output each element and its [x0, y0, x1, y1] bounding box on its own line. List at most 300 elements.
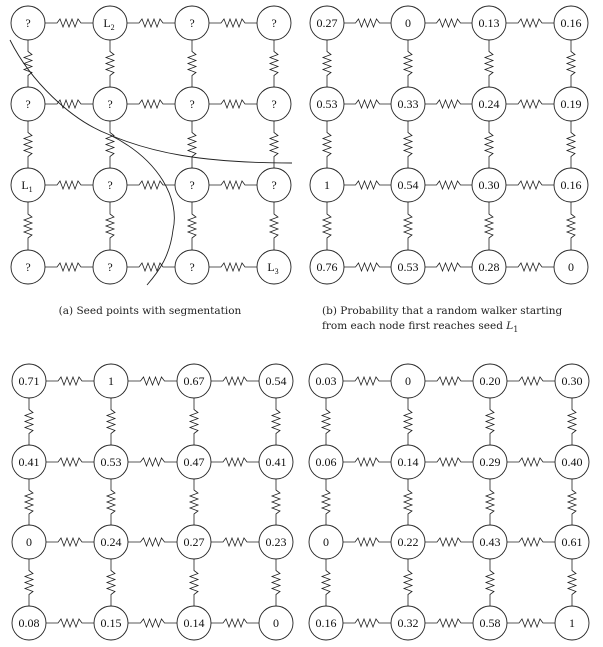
resistor-icon	[486, 559, 494, 606]
resistor-icon	[211, 538, 259, 546]
node-label: 0	[405, 16, 411, 30]
caption-a: (a) Seed points with segmentation	[58, 305, 242, 317]
node-d-3-2	[473, 606, 507, 640]
resistor-icon	[344, 263, 391, 271]
edge-b-h-0-2	[506, 19, 554, 27]
edge-b-h-1-0	[344, 100, 391, 108]
node-d-2-3	[555, 525, 589, 559]
resistor-icon	[404, 202, 412, 250]
node-label: 0.54	[397, 178, 419, 192]
edge-c-h-3-2	[211, 619, 259, 627]
resistor-icon	[107, 559, 115, 606]
node-label: 0	[273, 616, 279, 630]
node-label: 0	[568, 260, 574, 274]
node-label: ?	[189, 97, 195, 111]
edge-a-v-0-1	[106, 40, 114, 87]
node-label: 0.41	[265, 455, 287, 469]
node-c-3-3	[259, 606, 293, 640]
node-c-1-0	[12, 445, 46, 479]
node-a-3-2	[175, 250, 209, 284]
resistor-icon	[46, 538, 94, 546]
edge-a-h-2-2	[209, 181, 257, 189]
resistor-icon	[272, 559, 280, 606]
edge-d-h-2-0	[343, 538, 391, 546]
node-label: 0.28	[478, 260, 500, 274]
resistor-icon	[568, 559, 576, 606]
node-label: 0.24	[478, 97, 500, 111]
node-a-1-1	[93, 87, 127, 121]
node-d-3-3	[555, 606, 589, 640]
edge-b-v-1-0	[323, 121, 331, 168]
edge-b-v-0-1	[404, 40, 412, 87]
edge-c-v-0-2	[190, 398, 198, 445]
edge-a-v-0-3	[270, 40, 278, 87]
node-b-2-1	[391, 168, 425, 202]
resistor-icon	[46, 458, 94, 466]
edge-c-v-1-1	[107, 479, 115, 525]
edge-c-h-1-1	[128, 458, 177, 466]
resistor-icon	[486, 398, 494, 445]
node-label: 0.19	[560, 97, 582, 111]
edge-b-h-2-0	[344, 181, 391, 189]
node-label: 0.14	[397, 455, 419, 469]
node-b-1-3	[554, 87, 588, 121]
edge-a-h-0-0	[45, 19, 93, 27]
node-label: 0.41	[18, 455, 40, 469]
node-a-3-1	[93, 250, 127, 284]
edge-d-h-2-1	[425, 538, 473, 546]
node-label: 0.53	[397, 260, 419, 274]
resistor-icon	[485, 202, 493, 250]
resistor-icon	[425, 458, 473, 466]
resistor-icon	[344, 181, 391, 189]
segmentation-boundaries	[10, 40, 292, 285]
edge-c-v-2-2	[190, 559, 198, 606]
node-label: ?	[271, 178, 277, 192]
resistor-icon	[323, 40, 331, 87]
edge-b-v-1-3	[567, 121, 575, 168]
resistor-icon	[190, 559, 198, 606]
resistor-icon	[323, 202, 331, 250]
node-b-0-0	[310, 6, 344, 40]
resistor-icon	[343, 619, 391, 627]
edge-a-h-2-1	[127, 181, 175, 189]
resistor-icon	[270, 121, 278, 168]
node-label: 0.53	[100, 455, 122, 469]
edge-d-v-1-2	[486, 479, 494, 525]
resistor-icon	[24, 40, 32, 87]
edge-a-v-2-2	[188, 202, 196, 250]
node-a-1-2	[175, 87, 209, 121]
node-label: 0.16	[560, 16, 582, 30]
resistor-icon	[506, 263, 554, 271]
edge-c-h-3-0	[46, 619, 94, 627]
node-label: 0.24	[100, 535, 122, 549]
resistor-icon	[323, 121, 331, 168]
edge-d-v-2-3	[568, 559, 576, 606]
edge-a-v-1-3	[270, 121, 278, 168]
node-label: 0.32	[397, 616, 419, 630]
edge-a-h-0-2	[209, 19, 257, 27]
edge-d-v-0-1	[404, 398, 412, 445]
resistor-icon	[344, 100, 391, 108]
edge-d-v-0-3	[568, 398, 576, 445]
edge-a-h-1-1	[127, 100, 175, 108]
edge-d-h-3-1	[425, 619, 473, 627]
edge-b-v-2-3	[567, 202, 575, 250]
node-d-0-1	[391, 364, 425, 398]
node-label: 0.06	[315, 455, 337, 469]
node-label: 0.16	[560, 178, 582, 192]
node-c-1-2	[177, 445, 211, 479]
node-label: 0.40	[561, 455, 583, 469]
resistor-icon	[506, 181, 554, 189]
node-b-0-1	[391, 6, 425, 40]
resistor-icon	[272, 479, 280, 525]
node-label: 0.13	[478, 16, 500, 30]
edge-b-v-2-0	[323, 202, 331, 250]
node-label: 1	[108, 374, 114, 388]
node-label: ?	[271, 16, 277, 30]
resistor-icon	[322, 479, 330, 525]
node-label: $L_1$	[21, 178, 33, 194]
edge-b-v-2-1	[404, 202, 412, 250]
resistor-icon	[25, 398, 33, 445]
resistor-icon	[211, 619, 259, 627]
resistor-icon	[322, 398, 330, 445]
resistor-icon	[106, 121, 114, 168]
edge-d-h-1-0	[343, 458, 391, 466]
edge-b-v-1-2	[485, 121, 493, 168]
edge-b-h-3-0	[344, 263, 391, 271]
resistor-icon	[106, 202, 114, 250]
resistor-icon	[404, 121, 412, 168]
resistor-icon	[107, 479, 115, 525]
resistor-icon	[24, 121, 32, 168]
node-d-2-2	[473, 525, 507, 559]
node-c-0-0	[12, 364, 46, 398]
resistor-icon	[128, 377, 177, 385]
segmentation-curve-horizontal	[10, 40, 292, 163]
node-a-3-0	[11, 250, 45, 284]
node-label: 0.03	[315, 374, 337, 388]
edge-b-v-1-1	[404, 121, 412, 168]
node-b-3-0	[310, 250, 344, 284]
node-d-2-1	[391, 525, 425, 559]
node-b-1-0	[310, 87, 344, 121]
node-label: 0.58	[479, 616, 501, 630]
edge-d-h-1-1	[425, 458, 473, 466]
node-label: 0.43	[479, 535, 501, 549]
edge-a-h-0-1	[127, 19, 175, 27]
resistor-icon	[506, 100, 554, 108]
resistor-icon	[485, 121, 493, 168]
edge-b-h-2-2	[506, 181, 554, 189]
edge-b-v-2-2	[485, 202, 493, 250]
node-label: ?	[25, 260, 31, 274]
node-d-3-1	[391, 606, 425, 640]
resistor-icon	[486, 479, 494, 525]
resistor-icon	[567, 40, 575, 87]
resistor-icon	[188, 121, 196, 168]
caption-b-line2: from each node first reaches seed	[322, 320, 503, 332]
edge-c-v-1-3	[272, 479, 280, 525]
resistor-icon	[127, 100, 175, 108]
resistor-icon	[404, 479, 412, 525]
node-label: ?	[107, 97, 113, 111]
node-b-3-1	[391, 250, 425, 284]
node-c-2-0	[12, 525, 46, 559]
resistor-icon	[507, 538, 555, 546]
node-c-1-1	[94, 445, 128, 479]
resistor-icon	[343, 377, 391, 385]
node-d-2-0	[309, 525, 343, 559]
resistor-icon	[128, 538, 177, 546]
edge-d-v-1-0	[322, 479, 330, 525]
resistor-icon	[425, 619, 473, 627]
node-a-1-3	[257, 87, 291, 121]
resistor-icon	[211, 377, 259, 385]
resistor-icon	[128, 458, 177, 466]
node-label: 0.54	[265, 374, 287, 388]
edge-c-v-2-1	[107, 559, 115, 606]
node-a-2-3	[257, 168, 291, 202]
node-c-0-1	[94, 364, 128, 398]
node-d-0-0	[309, 364, 343, 398]
node-label: 0.61	[561, 535, 583, 549]
resistor-icon	[24, 202, 32, 250]
resistor-icon	[425, 538, 473, 546]
edge-a-v-1-1	[106, 121, 114, 168]
edge-a-h-3-1	[127, 263, 175, 271]
edge-d-h-0-0	[343, 377, 391, 385]
resistor-icon	[209, 100, 257, 108]
node-label: 0.20	[479, 374, 501, 388]
edge-c-h-2-0	[46, 538, 94, 546]
node-label: 0.23	[265, 535, 287, 549]
resistor-icon	[425, 19, 472, 27]
node-b-2-2	[472, 168, 506, 202]
edge-c-v-1-0	[25, 479, 33, 525]
edge-d-h-3-0	[343, 619, 391, 627]
edge-c-h-2-1	[128, 538, 177, 546]
node-d-1-2	[473, 445, 507, 479]
resistor-icon	[45, 263, 93, 271]
caption-b	[322, 304, 592, 337]
node-label: ?	[25, 97, 31, 111]
node-label: 0.27	[316, 16, 338, 30]
node-label: 1	[324, 178, 330, 192]
resistor-icon	[209, 181, 257, 189]
edge-b-h-1-2	[506, 100, 554, 108]
node-label: ?	[25, 16, 31, 30]
edge-b-h-2-1	[425, 181, 472, 189]
resistor-icon	[322, 559, 330, 606]
node-c-0-3	[259, 364, 293, 398]
resistor-icon	[107, 398, 115, 445]
node-b-2-0	[310, 168, 344, 202]
resistor-icon	[106, 40, 114, 87]
edge-d-h-0-1	[425, 377, 473, 385]
node-d-0-3	[555, 364, 589, 398]
node-label: 0.71	[18, 374, 40, 388]
resistor-icon	[404, 40, 412, 87]
resistor-icon	[188, 202, 196, 250]
edge-b-h-0-1	[425, 19, 472, 27]
node-c-2-2	[177, 525, 211, 559]
resistor-icon	[425, 377, 473, 385]
resistor-icon	[270, 202, 278, 250]
resistor-icon	[404, 559, 412, 606]
node-label: $L_2$	[103, 16, 115, 32]
resistor-icon	[190, 398, 198, 445]
edge-b-h-3-2	[506, 263, 554, 271]
edge-d-h-0-2	[507, 377, 555, 385]
node-c-2-1	[94, 525, 128, 559]
resistor-icon	[404, 398, 412, 445]
node-label: 0	[26, 535, 32, 549]
resistor-icon	[127, 263, 175, 271]
node-label: 0.67	[183, 374, 205, 388]
node-b-0-3	[554, 6, 588, 40]
node-label: ?	[189, 178, 195, 192]
edge-c-v-0-0	[25, 398, 33, 445]
node-label: ?	[189, 260, 195, 274]
edge-a-v-0-2	[188, 40, 196, 87]
resistor-icon	[45, 100, 93, 108]
node-b-3-3	[554, 250, 588, 284]
edge-a-v-1-2	[188, 121, 196, 168]
node-label: 0.33	[397, 97, 419, 111]
node-b-1-1	[391, 87, 425, 121]
edge-c-h-0-1	[128, 377, 177, 385]
node-c-3-0	[12, 606, 46, 640]
resistor-icon	[209, 19, 257, 27]
resistor-icon	[190, 479, 198, 525]
resistor-icon	[425, 263, 472, 271]
edge-a-h-1-2	[209, 100, 257, 108]
node-d-1-1	[391, 445, 425, 479]
node-d-3-0	[309, 606, 343, 640]
resistor-icon	[507, 619, 555, 627]
resistor-icon	[568, 398, 576, 445]
node-label: ?	[107, 260, 113, 274]
edge-c-h-0-2	[211, 377, 259, 385]
edge-b-v-0-3	[567, 40, 575, 87]
edge-a-h-3-2	[209, 263, 257, 271]
node-label: 0.76	[316, 260, 338, 274]
resistor-icon	[25, 559, 33, 606]
node-label: 0.53	[316, 97, 338, 111]
resistor-icon	[127, 181, 175, 189]
edge-c-h-0-0	[46, 377, 94, 385]
resistor-icon	[270, 40, 278, 87]
resistor-icon	[46, 377, 94, 385]
node-label: 0.22	[397, 535, 419, 549]
node-label: 0	[323, 535, 329, 549]
edge-b-h-1-1	[425, 100, 472, 108]
edge-d-v-0-0	[322, 398, 330, 445]
resistor-icon	[46, 619, 94, 627]
edge-d-v-1-1	[404, 479, 412, 525]
edge-a-v-2-3	[270, 202, 278, 250]
resistor-icon	[425, 100, 472, 108]
node-label: 0.47	[183, 455, 205, 469]
resistor-icon	[128, 619, 177, 627]
edge-d-v-2-0	[322, 559, 330, 606]
edge-d-v-2-2	[486, 559, 494, 606]
edge-b-v-0-0	[323, 40, 331, 87]
node-c-0-2	[177, 364, 211, 398]
edge-c-h-3-1	[128, 619, 177, 627]
node-label: 0.14	[183, 616, 205, 630]
resistor-icon	[567, 202, 575, 250]
node-label: 0.15	[100, 616, 122, 630]
edge-c-v-2-3	[272, 559, 280, 606]
edge-d-h-1-2	[507, 458, 555, 466]
node-label: 0.16	[315, 616, 337, 630]
resistor-icon	[25, 479, 33, 525]
edge-a-v-2-1	[106, 202, 114, 250]
edge-a-h-3-0	[45, 263, 93, 271]
node-a-2-2	[175, 168, 209, 202]
node-d-1-0	[309, 445, 343, 479]
node-a-1-0	[11, 87, 45, 121]
resistor-icon	[567, 121, 575, 168]
node-b-3-2	[472, 250, 506, 284]
edge-a-h-1-0	[45, 100, 93, 108]
caption-b-seed-sub: 1	[513, 325, 519, 335]
resistor-icon	[127, 19, 175, 27]
edge-a-v-0-0	[24, 40, 32, 87]
edge-d-h-2-2	[507, 538, 555, 546]
edge-c-v-0-3	[272, 398, 280, 445]
node-label: 0.29	[479, 455, 501, 469]
node-a-2-1	[93, 168, 127, 202]
resistor-icon	[568, 479, 576, 525]
resistor-icon	[344, 19, 391, 27]
node-label: 0.27	[183, 535, 205, 549]
edge-c-h-1-2	[211, 458, 259, 466]
node-b-1-2	[472, 87, 506, 121]
node-label: $L_3$	[267, 260, 279, 276]
edge-d-h-3-2	[507, 619, 555, 627]
node-d-0-2	[473, 364, 507, 398]
node-label: ?	[189, 16, 195, 30]
edge-c-h-2-2	[211, 538, 259, 546]
resistor-icon	[343, 458, 391, 466]
node-label: 0.30	[478, 178, 500, 192]
node-label: 1	[569, 616, 575, 630]
node-label: 0.08	[18, 616, 40, 630]
resistor-icon	[485, 40, 493, 87]
edge-d-v-2-1	[404, 559, 412, 606]
caption-b-line1: (b) Probability that a random walker starting	[322, 305, 563, 317]
node-c-3-1	[94, 606, 128, 640]
edge-c-v-2-0	[25, 559, 33, 606]
resistor-icon	[343, 538, 391, 546]
edge-c-h-1-0	[46, 458, 94, 466]
node-label: ?	[107, 178, 113, 192]
node-label: ?	[271, 97, 277, 111]
edge-c-v-1-2	[190, 479, 198, 525]
edge-a-v-1-0	[24, 121, 32, 168]
node-label: 0	[405, 374, 411, 388]
node-b-0-2	[472, 6, 506, 40]
node-c-3-2	[177, 606, 211, 640]
edge-c-v-0-1	[107, 398, 115, 445]
resistor-icon	[209, 263, 257, 271]
